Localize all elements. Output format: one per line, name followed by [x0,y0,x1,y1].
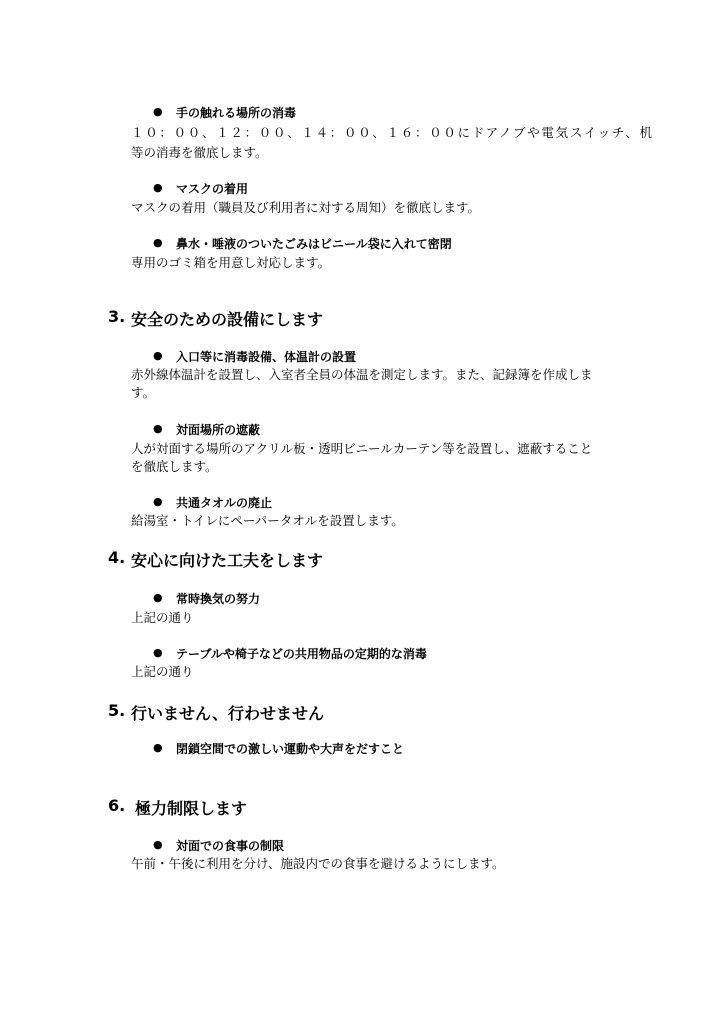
item-title: 対面場所の遮蔽 [176,423,261,437]
item-text: 午前・午後に利用を分け、施設内での食事を避けるようにします。 [131,856,505,871]
item-title: 入口等に消毒設備、体温計の設置 [176,350,357,364]
section-number: 6. [108,796,126,815]
item-text: 上記の通り [131,664,194,679]
bullet-icon: ● [153,838,163,851]
section-number: 5. [108,701,126,720]
section-title: 極力制限します [135,799,248,818]
item-text: 赤外線体温計を設置し、入室者全員の体温を測定します。また、記録簿を作成しま [131,367,593,382]
item-title: 鼻水・唾液のついたごみはビニール袋に入れて密閉 [176,237,452,251]
section-title: 安全のための設備にします [131,310,324,329]
bullet-icon: ● [153,181,163,194]
item-title: 閉鎖空間での激しい運動や大声をだすこと [176,742,405,756]
item-title: 常時換気の努力 [176,592,261,606]
item-text: を徹底します。 [131,459,218,474]
item-text: マスクの着用（職員及び利用者に対する周知）を徹底します。 [131,200,481,215]
item-title: 共通タオルの廃止 [176,496,273,510]
item-title: マスクの着用 [176,182,249,196]
bullet-icon: ● [153,591,163,604]
bullet-icon: ● [153,105,163,118]
item-text: 上記の通り [131,610,194,625]
section-title: 安心に向けた工夫をします [131,551,324,570]
item-text: 給湯室・トイレにペーパータオルを設置します。 [131,513,404,528]
item-text: １０：００、１２：００、１４：００、１６：００にドアノブや電気スイッチ、机 [131,125,654,140]
item-text: 等の消毒を徹底します。 [131,145,268,160]
item-title: 手の触れる場所の消毒 [176,106,297,120]
bullet-icon: ● [153,646,163,659]
bullet-icon: ● [153,349,163,362]
bullet-icon: ● [153,236,163,249]
item-text: す。 [131,385,156,400]
item-title: テーブルや椅子などの共用物品の定期的な消毒 [176,647,427,661]
section-title: 行いません、行わせません [131,704,324,723]
bullet-icon: ● [153,495,163,508]
section-number: 4. [108,548,126,567]
section-number: 3. [108,307,126,326]
item-text: 専用のゴミ箱を用意し対応します。 [131,255,331,270]
item-title: 対面での食事の制限 [176,839,285,853]
bullet-icon: ● [153,741,163,754]
item-text: 人が対面する場所のアクリル板・透明ビニールカーテン等を設置し、遮蔽すること [131,441,593,456]
bullet-icon: ● [153,422,163,435]
